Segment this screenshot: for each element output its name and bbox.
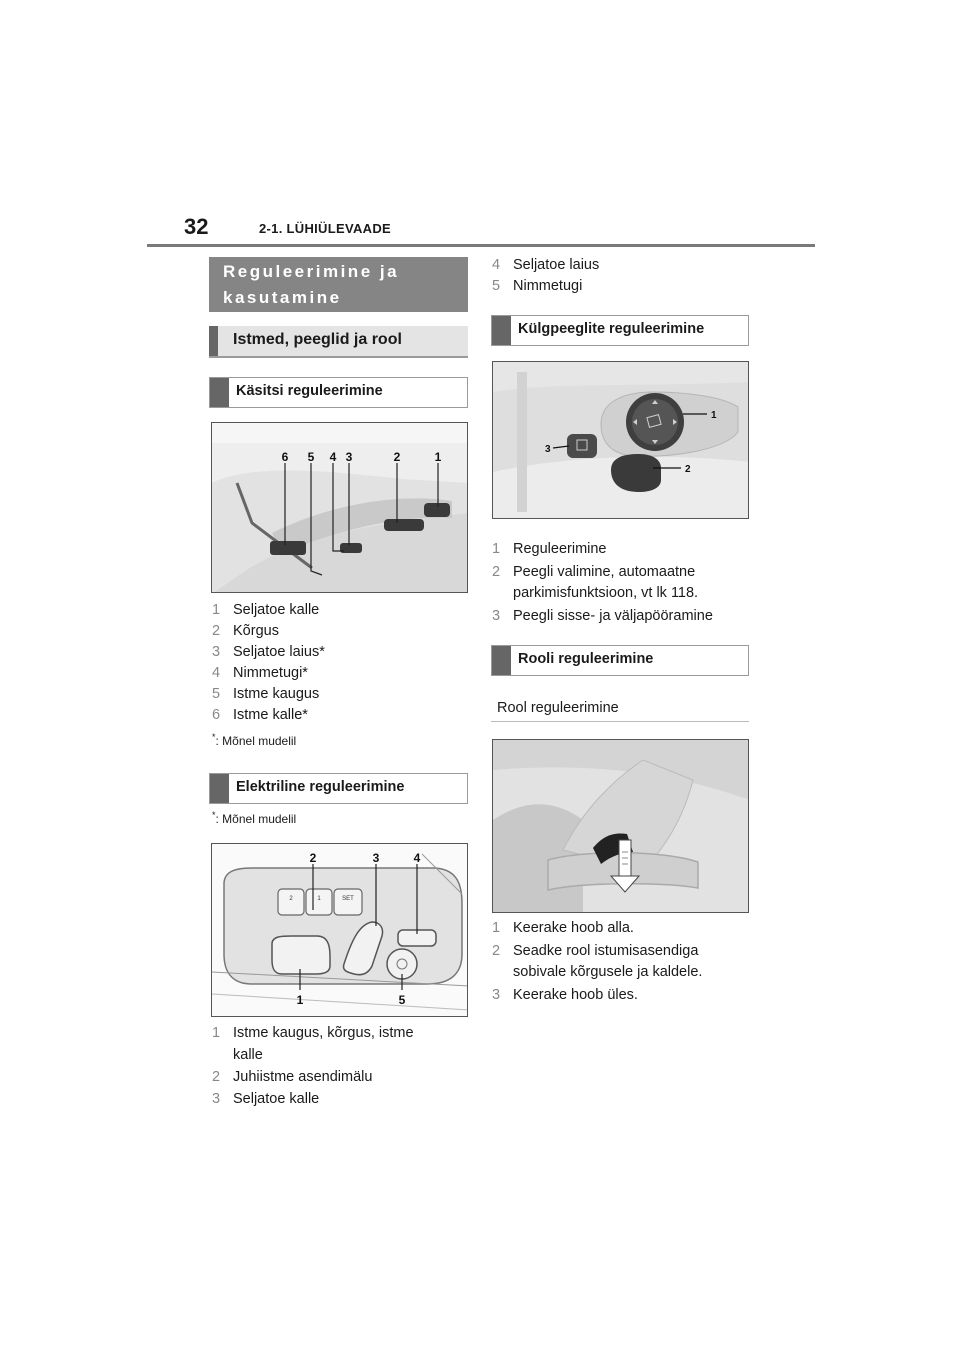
item-text: Seljatoe kalle bbox=[233, 602, 320, 618]
continued-list bbox=[492, 255, 748, 297]
footnote bbox=[212, 810, 296, 826]
footnote-mark: * bbox=[212, 732, 216, 742]
list-item bbox=[212, 684, 468, 705]
item-text-cont: sobivale kõrgusele ja kaldele. bbox=[513, 964, 703, 980]
item-text-cont: kalle bbox=[233, 1047, 263, 1063]
item-text-cont: parkimisfunktsioon, vt lk 118. bbox=[513, 585, 699, 601]
callout-2: 2 bbox=[393, 450, 401, 464]
item-text: Keerake hoob üles. bbox=[513, 987, 638, 1003]
item-text: Peegli valimine, automaatne bbox=[513, 564, 696, 580]
callout-4: 4 bbox=[329, 450, 337, 464]
chapter-title: 2-1. LÜHIÜLEVAADE bbox=[259, 221, 391, 236]
section-title-line1: Reguleerimine ja bbox=[223, 262, 400, 281]
list-item bbox=[492, 539, 749, 560]
item-number: 4 bbox=[212, 665, 221, 681]
callout-5: 5 bbox=[307, 450, 315, 464]
list-item bbox=[492, 255, 748, 276]
subsection-bar bbox=[209, 326, 218, 356]
item-number: 4 bbox=[492, 257, 501, 273]
section-title-line2: kasutamine bbox=[223, 288, 342, 307]
item-number: 1 bbox=[212, 602, 221, 618]
page-number: 32 bbox=[184, 214, 209, 239]
list-item bbox=[492, 606, 749, 627]
manual-adjust-list bbox=[212, 600, 468, 726]
item-text: Seljatoe laius bbox=[513, 257, 600, 273]
footnote bbox=[212, 732, 296, 748]
item-number: 2 bbox=[212, 1069, 221, 1085]
manual-seat-figure bbox=[211, 422, 468, 593]
memory-button-1-label: 1 bbox=[317, 896, 321, 902]
manual-seat-illustration bbox=[212, 423, 468, 593]
list-item bbox=[212, 705, 468, 726]
electric-seat-figure bbox=[211, 843, 468, 1017]
item-text: Istme kalle* bbox=[233, 707, 308, 723]
item-text: Nimmetugi bbox=[513, 278, 583, 294]
steering-lever-figure bbox=[492, 739, 749, 913]
set-button-label: SET bbox=[342, 896, 354, 902]
header-rule bbox=[147, 244, 815, 247]
list-item bbox=[212, 663, 468, 684]
callout-2: 2 bbox=[685, 464, 691, 475]
callout-6: 6 bbox=[281, 450, 289, 464]
callout-2: 2 bbox=[309, 851, 317, 865]
subsection-header bbox=[209, 326, 468, 358]
list-item bbox=[212, 600, 468, 621]
manual-adjust-title: Käsitsi reguleerimine bbox=[236, 383, 383, 399]
callout-5: 5 bbox=[398, 993, 406, 1007]
item-text: Peegli sisse- ja väljapööramine bbox=[513, 608, 713, 624]
footnote-text: : Mõnel mudelil bbox=[215, 812, 297, 826]
item-number: 3 bbox=[212, 644, 221, 660]
heading-bar bbox=[492, 646, 511, 675]
electric-seat-illustration bbox=[212, 844, 468, 1017]
list-item bbox=[212, 1088, 468, 1110]
list-item bbox=[492, 276, 748, 297]
footnote-mark: * bbox=[212, 810, 216, 820]
mirrors-list bbox=[492, 539, 749, 627]
item-text: Reguleerimine bbox=[513, 541, 607, 557]
item-text: Istme kaugus bbox=[233, 686, 320, 702]
item-number: 2 bbox=[492, 564, 501, 580]
steering-lever-illustration bbox=[493, 740, 749, 913]
item-number: 1 bbox=[492, 541, 501, 557]
item-text: Kõrgus bbox=[233, 623, 279, 639]
callout-4: 4 bbox=[413, 851, 421, 865]
list-item bbox=[492, 985, 749, 1006]
callout-3: 3 bbox=[372, 851, 380, 865]
mirrors-title: Külgpeeglite reguleerimine bbox=[518, 321, 705, 337]
heading-bar bbox=[210, 774, 229, 803]
item-text: Seadke rool istumisasendiga bbox=[513, 943, 699, 959]
subsection-title: Istmed, peeglid ja rool bbox=[233, 331, 402, 348]
item-number: 2 bbox=[212, 623, 221, 639]
item-number: 3 bbox=[492, 608, 501, 624]
mirror-control-figure bbox=[492, 361, 749, 519]
mirrors-header bbox=[491, 315, 749, 346]
item-text: Seljatoe laius* bbox=[233, 644, 325, 660]
item-number: 1 bbox=[212, 1025, 221, 1041]
item-number: 1 bbox=[492, 920, 501, 936]
steering-title: Rooli reguleerimine bbox=[518, 651, 654, 667]
item-number: 6 bbox=[212, 707, 221, 723]
item-text: Juhiistme asendimälu bbox=[233, 1069, 373, 1085]
list-item bbox=[492, 941, 749, 983]
item-number: 2 bbox=[492, 943, 501, 959]
item-number: 3 bbox=[212, 1091, 221, 1107]
list-item bbox=[212, 1066, 468, 1088]
electric-adjust-header bbox=[209, 773, 468, 804]
list-item bbox=[212, 1022, 468, 1066]
callout-1: 1 bbox=[296, 993, 304, 1007]
item-number: 5 bbox=[492, 278, 501, 294]
list-item bbox=[492, 562, 749, 604]
steering-subheading: Rool reguleerimine bbox=[491, 700, 749, 722]
manual-adjust-header bbox=[209, 377, 468, 408]
callout-1: 1 bbox=[711, 410, 717, 421]
item-text: Keerake hoob alla. bbox=[513, 920, 634, 936]
callout-1: 1 bbox=[434, 450, 442, 464]
mirror-control-illustration bbox=[493, 362, 749, 519]
footnote-text: : Mõnel mudelil bbox=[215, 734, 297, 748]
electric-adjust-list bbox=[212, 1022, 468, 1110]
list-item bbox=[212, 642, 468, 663]
electric-adjust-title: Elektriline reguleerimine bbox=[236, 779, 405, 795]
heading-bar bbox=[210, 378, 229, 407]
item-number: 3 bbox=[492, 987, 501, 1003]
callout-3: 3 bbox=[345, 450, 353, 464]
section-title bbox=[209, 257, 468, 312]
heading-bar bbox=[492, 316, 511, 345]
steering-header bbox=[491, 645, 749, 676]
item-text: Seljatoe kalle bbox=[233, 1091, 320, 1107]
item-text: Istme kaugus, kõrgus, istme bbox=[233, 1025, 414, 1041]
steering-list bbox=[492, 918, 749, 1006]
memory-button-2-label: 2 bbox=[289, 896, 293, 902]
item-number: 5 bbox=[212, 686, 221, 702]
item-text: Nimmetugi* bbox=[233, 665, 308, 681]
list-item bbox=[212, 621, 468, 642]
callout-3: 3 bbox=[545, 444, 551, 455]
list-item bbox=[492, 918, 749, 939]
